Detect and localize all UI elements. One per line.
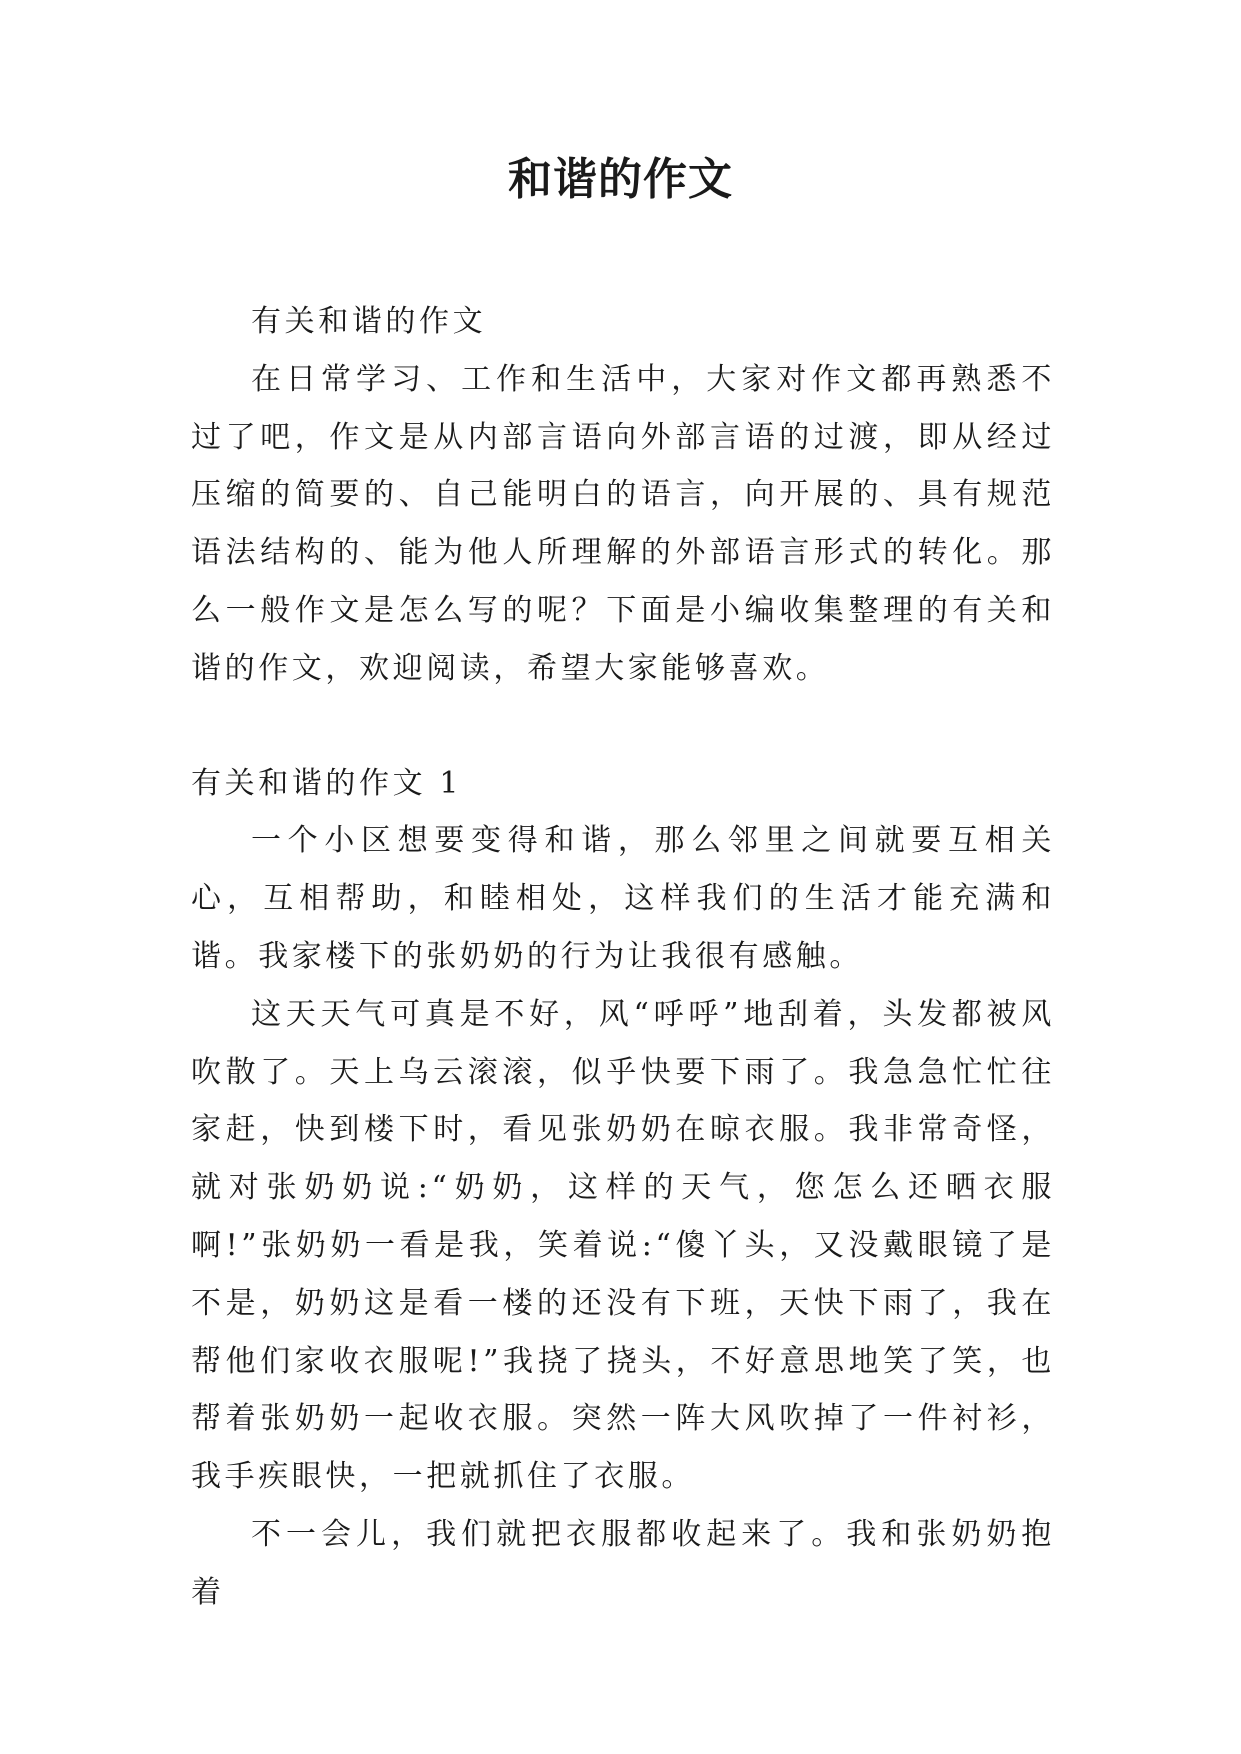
intro-title: 有关和谐的作文 [251,304,487,339]
body-paragraph: 这天天气可真是不好，风“呼呼”地刮着，头发都被风吹散了。天上乌云滚滚，似乎快要下雨了。我急急忙忙往家赶，快到楼下时，看见张奶奶在晾衣服。我非常奇怪，就对张奶奶说:“奶奶，这样的天气，您怎么还晒衣服啊!”张奶奶一看是我，笑着说:“傻丫头，又没戴眼镜了是不是，奶奶这是看一楼的还没有下班，天快下雨了，我在帮他们家收衣服呢!”我挠了挠头，不好意思地笑了笑，也帮着张奶奶一起收衣服。突然一阵大风吹掉了一件衬衫，我手疾眼快，一把就抓住了衣服。 [191,996,1055,1495]
body-paragraph: 一个小区想要变得和谐，那么邻里之间就要互相关心，互相帮助，和睦相处，这样我们的生活才能充满和谐。我家楼下的张奶奶的行为让我很有感触。 [191,823,1055,974]
document-title: 和谐的作文 [508,154,733,205]
document-body [191,293,1055,1622]
section-heading: 有关和谐的作文 1 [191,765,463,801]
body-paragraph: 不一会儿，我们就把衣服都收起来了。我和张奶奶抱着 [191,1516,1055,1610]
intro-paragraph: 在日常学习、工作和生活中，大家对作文都再熟悉不过了吧，作文是从内部言语向外部言语的过渡，即从经过压缩的简要的、自己能明白的语言，向开展的、具有规范语法结构的、能为他人所理解的外部语言形式的转化。那么一般作文是怎么写的呢？下面是小编收集整理的有关和谐的作文，欢迎阅读，希望大家能够喜欢。 [191,361,1055,686]
